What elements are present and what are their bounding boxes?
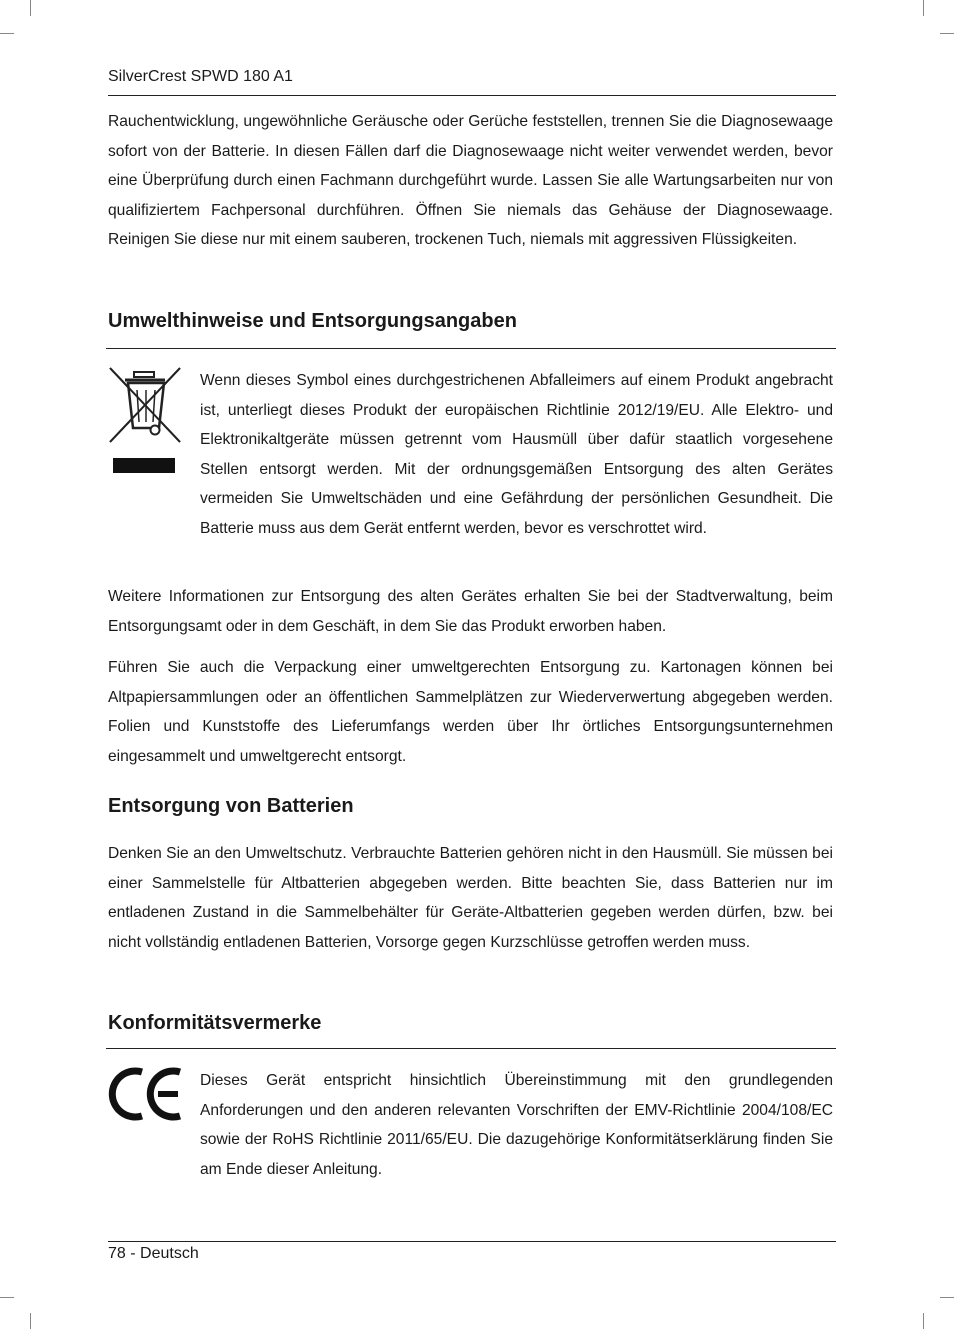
section-rule: [106, 1048, 836, 1049]
disposal-info-paragraph: Weitere Informationen zur Entsorgung des alten Gerätes erhalten Sie bei der Stadtverwaltung, beim Entsorgungsamt oder in dem Geschäft, in dem Sie das Produkt erworben haben.: [108, 588, 833, 635]
intro-paragraph: Rauchentwicklung, ungewöhnliche Geräusche oder Gerüche feststellen, trennen Sie die Diagnosewaage sofort von der Batterie. In diesen Fällen darf die Diagnosewaage nicht weiter verwendet werden, bevor eine Überprüfung durch einen Fachmann durchgeführt wurde. Lassen Sie alle Wartungsarbeiten nur von qualifiziertem Fachpersonal durchführen. Öffnen Sie niemals das Gehäuse der Diagnosewaage. Reinigen Sie diese nur mit einem sauberen, trockenen Tuch, niemals mit aggressiven Flüssigkeiten.: [108, 113, 833, 248]
page-number: 78 - Deutsch: [108, 1245, 199, 1262]
crossed-out-wheelie-bin-icon: [108, 366, 182, 476]
section-heading-batteries: Entsorgung von Batterien: [108, 795, 354, 817]
footer-rule: [108, 1241, 836, 1242]
batteries-paragraph: Denken Sie an den Umweltschutz. Verbrauchte Batterien gehören nicht in den Hausmüll. Sie müssen bei einer Sammelstelle für Altbatterien abgegeben werden. Bitte beachten Sie, dass Batterien nur im entladenen Zustand in die Sammelbehälter für Geräte-Altbatterien gegeben werden dürfen, bzw. bei nicht vollständig entladenen Batterien, Vorsorge gegen Kurzschlüsse getroffen werden muss.: [108, 845, 833, 951]
section-heading-conformity: Konformitätsvermerke: [108, 1012, 322, 1034]
ce-mark-icon: [108, 1066, 184, 1122]
running-header: SilverCrest SPWD 180 A1: [108, 68, 293, 85]
header-rule: [108, 95, 836, 96]
conformity-paragraph: Dieses Gerät entspricht hinsichtlich Übereinstimmung mit den grundlegenden Anforderungen und den anderen relevanten Vorschriften der EMV-Richtlinie 2004/108/EC sowie der RoHS Richtlinie 2011/65/EU. Die dazugehörige Konformitätserklärung finden Sie am Ende dieser Anleitung.: [200, 1072, 833, 1178]
packaging-paragraph: Führen Sie auch die Verpackung einer umweltgerechten Entsorgung zu. Kartonagen können bei Altpapiersammlungen oder an öffentlichen Sammelplätzen zur Wiederverwertung abgegeben werden. Folien und Kunststoffe des Lieferumfangs werden über Ihr örtliches Entsorgungsunternehmen eingesammelt und umweltgerecht entsorgt.: [108, 659, 833, 765]
crop-mark: [0, 33, 14, 34]
crop-mark: [940, 33, 954, 34]
crop-mark: [0, 1297, 14, 1298]
weee-paragraph: Wenn dieses Symbol eines durchgestrichenen Abfalleimers auf einem Produkt angebracht ist, unterliegt dieses Produkt der europäischen Richtlinie 2012/19/EU. Alle Elektro- und Elektronikaltgeräte müssen getrennt vom Hausmüll über dafür staatlich vorgesehene Stellen entsorgt werden. Mit der ordnungsgemäßen Entsorgung des alten Gerätes vermeiden Sie Umweltschäden und eine Gefährdung der persönlichen Gesundheit. Die Batterie muss aus dem Gerät entfernt werden, bevor es verschrottet wird.: [200, 372, 833, 537]
crop-mark: [923, 1313, 924, 1329]
crop-mark: [940, 1297, 954, 1298]
crop-mark: [923, 0, 924, 16]
crop-mark: [30, 0, 31, 16]
crop-mark: [30, 1313, 31, 1329]
section-heading-environment: Umwelthinweise und Entsorgungsangaben: [108, 310, 517, 332]
section-rule: [106, 348, 836, 349]
